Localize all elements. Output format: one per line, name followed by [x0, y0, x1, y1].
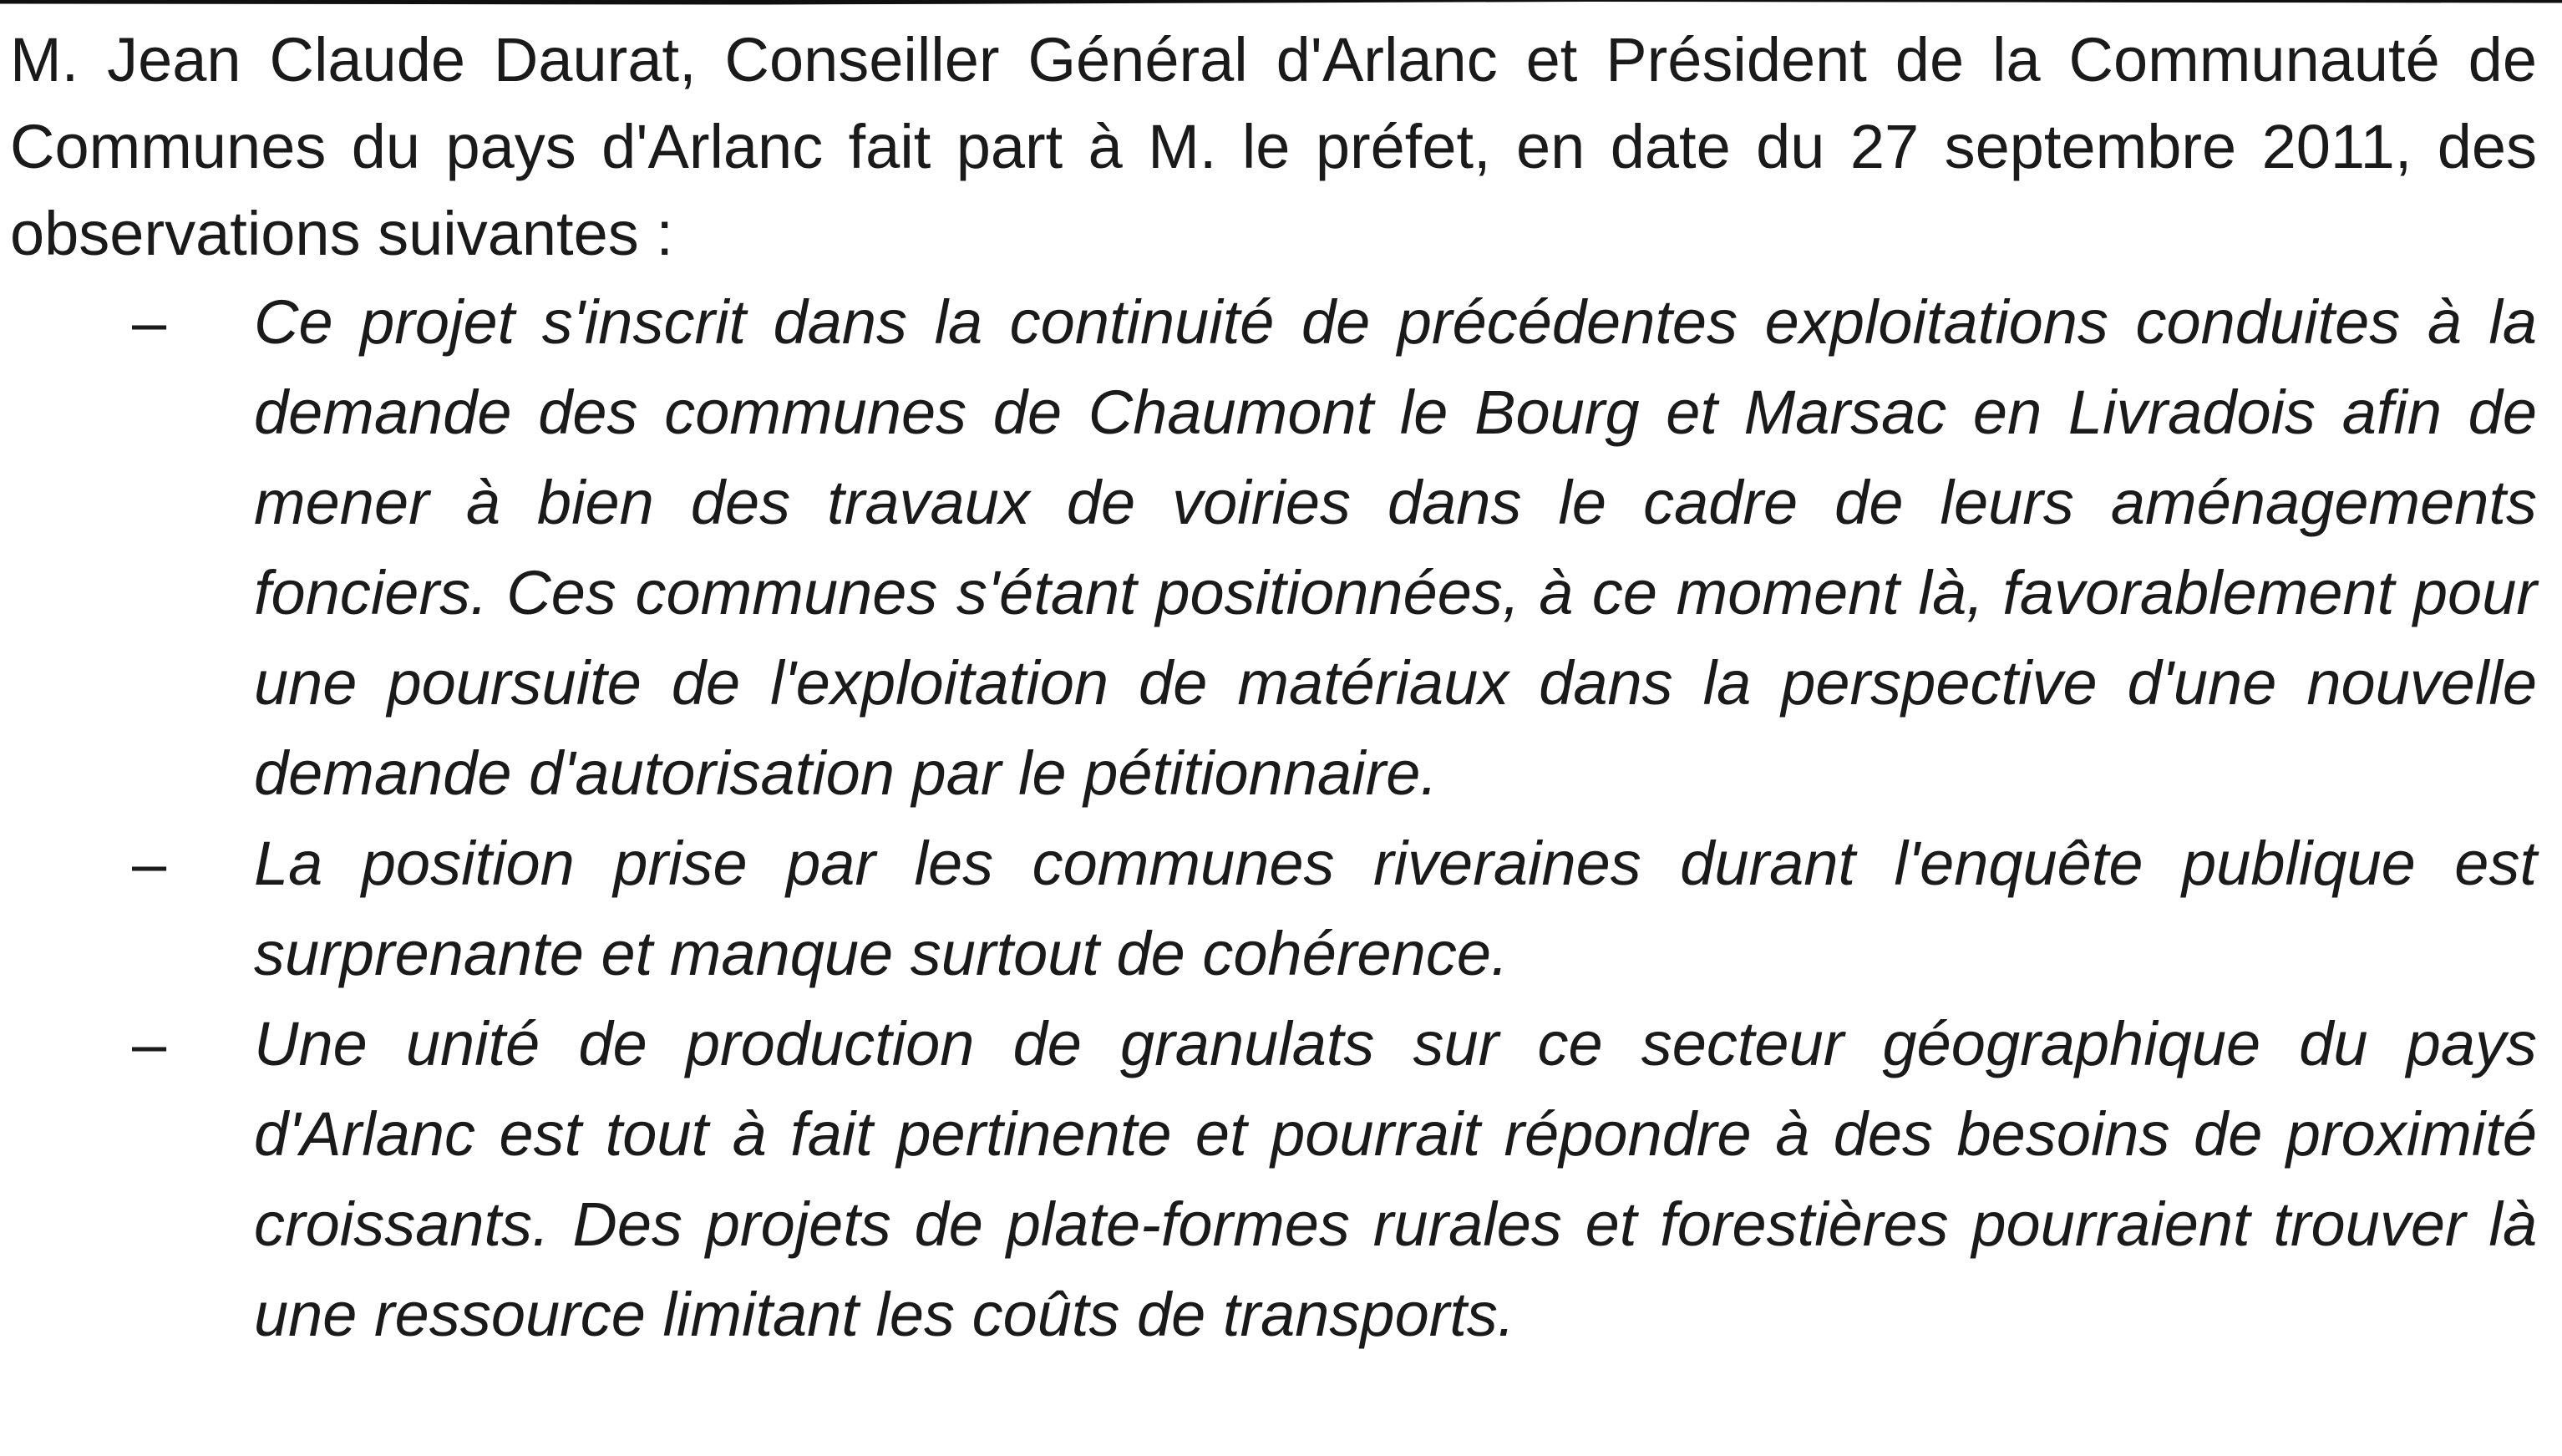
observations-list	[10, 277, 2537, 1360]
observation-text: Ce projet s'inscrit dans la continuité de précédentes exploitations conduites à la demande des communes de Chaumont le Bourg et Marsac en Livradois afin de mener à bien des travaux de voiries dans le cadre de leurs aménagements fonciers. Ces communes s'étant positionnées, à ce moment là, favorablement pour une poursuite de l'exploitation de matériaux dans la perspective d'une nouvelle demande d'autorisation par le pétitionnaire.	[254, 287, 2537, 808]
dash-bullet: –	[132, 1009, 167, 1078]
intro-paragraph: M. Jean Claude Daurat, Conseiller Général d'Arlanc et Président de la Communauté de Communes du pays d'Arlanc fait part à M. le préfet, en date du 27 septembre 2011, des observations suivantes :	[10, 25, 2537, 268]
dash-bullet: –	[132, 287, 167, 357]
observation-text: Une unité de production de granulats sur ce secteur géographique du pays d'Arlanc est tout à fait pertinente et pourrait répondre à des besoins de proximité croissants. Des projets de plate-formes rurales et forestières pourraient trouver là une ressource limitant les coûts de transports.	[254, 1009, 2537, 1349]
observation-item	[10, 999, 2537, 1360]
observation-item	[10, 819, 2537, 999]
observation-text: La position prise par les communes riveraines durant l'enquête publique est surprenante et manque surtout de cohérence.	[254, 829, 2537, 988]
dash-bullet: –	[132, 829, 167, 898]
observation-item	[10, 277, 2537, 819]
